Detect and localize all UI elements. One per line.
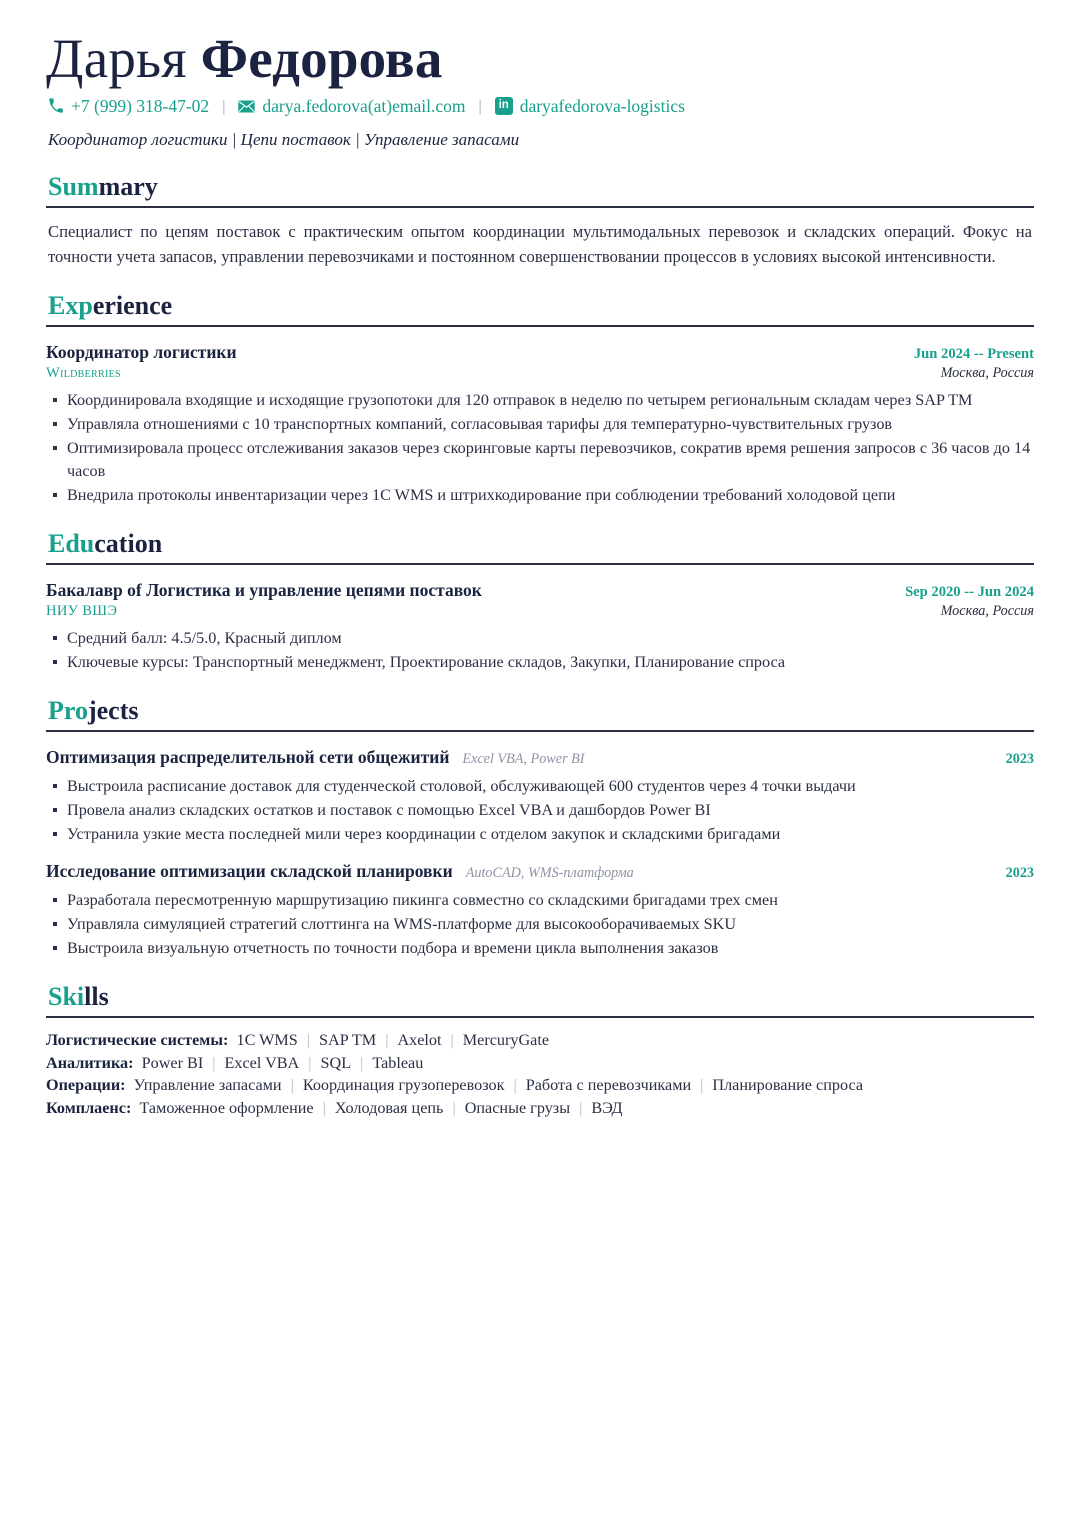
given-name: Дарья [46, 28, 187, 89]
email-text: darya.fedorova(at)email.com [262, 95, 466, 116]
heading-rest: lls [84, 982, 109, 1012]
section-education [46, 529, 1034, 674]
project-head-left [46, 747, 585, 768]
contact-separator-1: | [222, 97, 226, 115]
section-experience [46, 291, 1034, 507]
skill-separator: | [385, 1030, 389, 1049]
bullet-item: Разработала пересмотренную маршрутизацию пикинга совместно со складскими бригадами трех смен [46, 889, 1034, 912]
entry-org-row [46, 603, 1034, 620]
skill-item: Холодовая цепь [334, 1099, 444, 1118]
section-summary [46, 172, 1034, 270]
skill-item: Excel VBA [224, 1053, 300, 1072]
bullet-item: Средний балл: 4.5/5.0, Красный диплом [46, 627, 1034, 650]
section-heading-projects [46, 696, 1034, 729]
heading-rest: erience [92, 291, 173, 321]
bullet-item: Выстроила визуальную отчетность по точности подбора и времени цикла выполнения заказов [46, 937, 1034, 960]
entry-location: Москва, Россия [940, 603, 1034, 620]
skill-category-label: Операции: [46, 1076, 126, 1095]
education-list [46, 580, 1034, 674]
skill-item: 1C WMS [236, 1030, 298, 1049]
skill-item: Таможенное оформление [139, 1099, 314, 1118]
bullet-item: Внедрила протоколы инвентаризации через 1C WMS и штрихкодирование при соблюдении требований холодовой цепи [46, 484, 1034, 507]
phone-text: +7 (999) 318-47-02 [71, 95, 210, 116]
entry-organization: Wildberries [46, 365, 121, 382]
heading-accent: Pro [48, 696, 88, 726]
heading-rest: jects [87, 696, 139, 726]
project-head [46, 747, 1034, 768]
bullet-item: Устранила узкие места последней мили через координации с отделом закупок и складскими бригадами [46, 823, 1034, 846]
entry-title-row [46, 580, 1034, 601]
entry-date: Sep 2020 -- Jun 2024 [905, 584, 1034, 601]
heading-accent: Edu [48, 529, 95, 559]
candidate-name [46, 30, 1034, 88]
skill-separator: | [306, 1030, 311, 1049]
section-rule [46, 730, 1034, 732]
phone-icon [48, 98, 64, 114]
linkedin-text: daryafedorova-logistics [519, 95, 685, 116]
skills-list [46, 1030, 1034, 1120]
skill-separator: | [308, 1053, 312, 1072]
project-year: 2023 [1005, 865, 1034, 882]
project-entry [46, 747, 1034, 846]
skill-row [46, 1030, 1034, 1052]
bullet-item: Координировала входящие и исходящие грузопотоки для 120 отправок в неделю по четырем региональным складам через SAP TM [46, 389, 1034, 412]
section-heading-summary [46, 172, 1034, 205]
entry-bullets [46, 389, 1034, 507]
skill-separator: | [322, 1099, 326, 1118]
section-heading-experience [46, 291, 1034, 324]
heading-accent: Exp [48, 291, 93, 321]
skill-item: Координация грузоперевозок [302, 1076, 505, 1095]
entry-org-row [46, 365, 1034, 382]
section-rule [46, 325, 1034, 327]
envelope-icon [238, 100, 255, 113]
skill-separator: | [513, 1076, 517, 1095]
skill-item: Axelot [397, 1030, 442, 1049]
project-tech: AutoCAD, WMS-платформа [465, 865, 634, 882]
skill-item: Tableau [372, 1053, 424, 1072]
project-bullets [46, 889, 1034, 960]
family-name: Федорова [200, 28, 443, 89]
heading-rest: cation [94, 529, 163, 559]
entry-bullets [46, 627, 1034, 674]
project-title: Оптимизация распределительной сети общежитий [46, 747, 450, 768]
projects-list [46, 747, 1034, 960]
entry-title: Координатор логистики [46, 342, 237, 363]
skill-item: Работа с перевозчиками [525, 1076, 692, 1095]
project-title: Исследование оптимизации складской планировки [46, 861, 453, 882]
entry [46, 580, 1034, 674]
bullet-item: Ключевые курсы: Транспортный менеджмент, Проектирование складов, Закупки, Планирование спроса [46, 651, 1034, 674]
entry [46, 342, 1034, 507]
entry-organization: НИУ ВШЭ [46, 603, 118, 620]
skill-item: ВЭД [591, 1099, 623, 1118]
bullet-item: Управляла отношениями с 10 транспортных компаний, согласовывая тарифы для температурно-чувствительных грузов [46, 413, 1034, 436]
project-bullets [46, 775, 1034, 846]
skill-row [46, 1075, 1034, 1097]
skill-item: Опасные грузы [464, 1099, 571, 1118]
skill-category-label: Комплаенс: [46, 1099, 132, 1118]
contact-email[interactable] [238, 96, 465, 117]
project-year: 2023 [1005, 751, 1034, 768]
entry-location: Москва, Россия [940, 365, 1034, 382]
skill-item: SQL [320, 1053, 352, 1072]
bullet-item: Выстроила расписание доставок для студенческой столовой, обслуживающей 600 студентов через 4 точки выдачи [46, 775, 1034, 798]
heading-accent: Sum [48, 171, 99, 201]
headline-tagline: Координатор логистики | Цепи поставок | Управление запасами [48, 129, 520, 149]
skill-separator: | [450, 1030, 454, 1049]
section-projects [46, 696, 1034, 960]
skill-separator: | [290, 1076, 294, 1095]
linkedin-icon: in [495, 97, 513, 115]
resume-header [46, 30, 1034, 150]
project-tech: Excel VBA, Power BI [462, 751, 585, 768]
skill-separator: | [700, 1076, 704, 1095]
project-head-left [46, 861, 634, 882]
skill-item: MercuryGate [462, 1030, 550, 1049]
skill-category-label: Аналитика: [46, 1053, 134, 1072]
section-rule [46, 1016, 1034, 1018]
heading-accent: Ski [48, 982, 85, 1012]
entry-title: Бакалавр of Логистика и управление цепями поставок [46, 580, 482, 601]
skill-item: Power BI [141, 1053, 204, 1072]
skill-separator: | [452, 1099, 456, 1118]
contact-separator-2: | [478, 97, 482, 115]
entry-date: Jun 2024 -- Present [913, 346, 1034, 363]
contact-phone[interactable] [48, 96, 209, 117]
project-head [46, 861, 1034, 882]
skill-row [46, 1098, 1034, 1120]
section-heading-skills [46, 982, 1034, 1015]
heading-rest: mary [98, 171, 158, 201]
bullet-item: Оптимизировала процесс отслеживания заказов через скоринговые карты перевозчиков, сократив время решения запросов с 36 часов до 14 часов [46, 437, 1034, 483]
skill-item: Планирование спроса [712, 1076, 864, 1095]
experience-list [46, 342, 1034, 507]
skill-category-label: Логистические системы: [46, 1030, 229, 1049]
section-rule [46, 563, 1034, 565]
section-rule [46, 206, 1034, 208]
contact-linkedin[interactable] [495, 96, 685, 117]
skill-item: Управление запасами [133, 1076, 282, 1095]
contact-line [48, 96, 1034, 117]
section-skills [46, 982, 1034, 1120]
skill-item: SAP TM [319, 1030, 377, 1049]
skill-separator: | [579, 1099, 583, 1118]
entry-title-row [46, 342, 1034, 363]
bullet-item: Провела анализ складских остатков и поставок с помощью Excel VBA и дашбордов Power BI [46, 799, 1034, 822]
summary-text: Специалист по цепям поставок с практическим опытом координации мультимодальных перевозок и складских операций. Фокус на точности учета запасов, управлении перевозчиками и постоянном совершенствовании процессов в условиях высокой интенсивности. [48, 221, 1032, 266]
skill-row [46, 1053, 1034, 1075]
section-heading-education [46, 529, 1034, 562]
project-entry [46, 861, 1034, 960]
skill-separator: | [360, 1053, 364, 1072]
bullet-item: Управляла симуляцией стратегий слоттинга на WMS-платформе для высокооборачиваемых SKU [46, 913, 1034, 936]
skill-separator: | [212, 1053, 216, 1072]
